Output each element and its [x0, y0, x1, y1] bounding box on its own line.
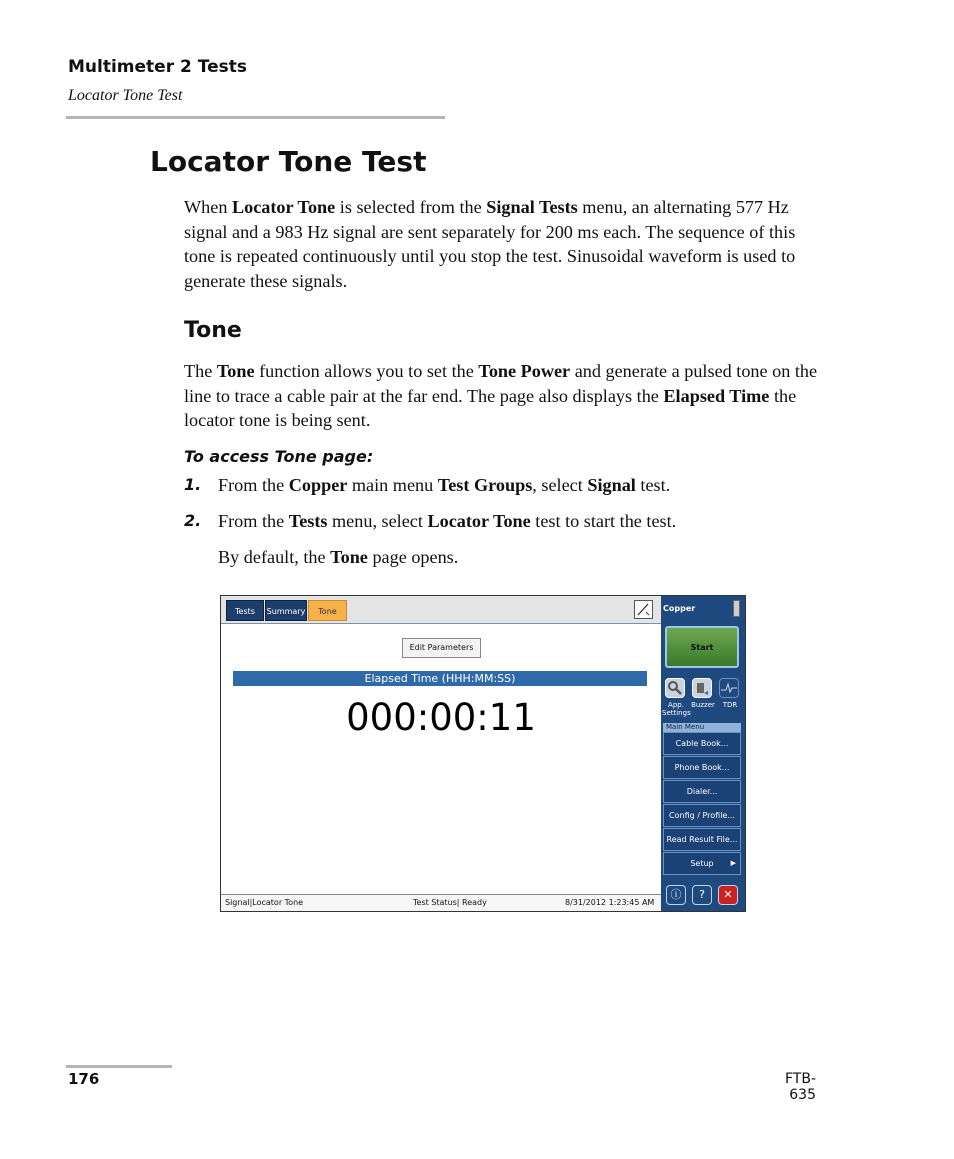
waveform-icon [720, 679, 738, 697]
step-number: 2. [184, 511, 202, 530]
side-panel-title: Copper [663, 604, 696, 613]
tab-bar [221, 596, 661, 624]
running-header-section: Locator Tone Test [68, 87, 183, 104]
procedure-title: To access Tone page: [184, 447, 374, 466]
pen-icon [635, 601, 652, 618]
running-header-chapter: Multimeter 2 Tests [68, 57, 247, 77]
tdr-label: TDR [722, 701, 738, 709]
menu-item-read-result-file[interactable]: Read Result File... [663, 828, 741, 851]
pen-tool-button[interactable] [634, 600, 653, 619]
info-icon[interactable]: ⓘ [666, 885, 686, 905]
step-note: By default, the Tone page opens. [218, 547, 459, 567]
menu-item-config-profile[interactable]: Config / Profile... [663, 804, 741, 827]
menu-item-setup[interactable] [663, 852, 741, 875]
elapsed-time-value: 000:00:11 [346, 696, 536, 739]
status-datetime: 8/31/2012 1:23:45 AM [565, 898, 655, 907]
app-settings-button[interactable] [665, 678, 685, 698]
tdr-button[interactable] [719, 678, 739, 698]
product-name: FTB-635 [784, 1071, 816, 1103]
speaker-icon [693, 679, 711, 697]
step-2 [184, 511, 201, 531]
header-rule [66, 116, 445, 119]
page-number: 176 [68, 1070, 100, 1088]
main-menu-header: Main Menu [663, 723, 741, 732]
page-title: Locator Tone Test [150, 145, 427, 178]
app-settings-label: App. Settings [662, 701, 691, 717]
status-test-name: Signal|Locator Tone [225, 898, 304, 907]
edit-parameters-button[interactable]: Edit Parameters [402, 638, 481, 658]
status-bar [221, 894, 661, 912]
battery-icon [733, 600, 740, 617]
menu-item-setup-label: Setup [690, 859, 714, 868]
chevron-right-icon: ▶ [730, 859, 736, 867]
tab-summary[interactable]: Summary [265, 600, 307, 621]
step-1-text: From the Copper main menu Test Groups, select Signal test. [218, 475, 671, 495]
intro-paragraph: When Locator Tone is selected from the Signal Tests menu, an alternating 577 Hz signal and a 983 Hz signal are sent separately for 200 ms each. The sequence of this tone is repeated continuously until you stop the test. Sinusoidal waveform is used to generate these signals. [184, 197, 796, 291]
elapsed-time-label: Elapsed Time (HHH:MM:SS) [233, 671, 647, 686]
tab-tests[interactable]: Tests [226, 600, 264, 621]
footer-rule [66, 1065, 172, 1068]
section-heading-tone: Tone [184, 318, 242, 343]
tone-paragraph: The Tone function allows you to set the Tone Power and generate a pulsed tone on the line to trace a cable pair at the far end. The page also displays the Elapsed Time the locator tone is being sent. [184, 361, 818, 431]
side-panel [661, 596, 745, 911]
menu-item-cable-book[interactable]: Cable Book... [663, 732, 741, 755]
wrench-icon [666, 679, 684, 697]
step-2-text: From the Tests menu, select Locator Tone test to start the test. [218, 511, 677, 531]
buzzer-label: Buzzer [691, 701, 715, 709]
buzzer-button[interactable] [692, 678, 712, 698]
start-button[interactable]: Start [665, 626, 739, 668]
step-number: 1. [184, 475, 202, 494]
menu-item-phone-book[interactable]: Phone Book... [663, 756, 741, 779]
status-test-state: Test Status| Ready [413, 898, 487, 907]
tone-page-screenshot [220, 595, 746, 912]
help-icon[interactable]: ? [692, 885, 712, 905]
close-icon[interactable]: ✕ [718, 885, 738, 905]
tab-tone[interactable]: Tone [308, 600, 347, 621]
menu-item-dialer[interactable]: Dialer... [663, 780, 741, 803]
step-1 [184, 475, 201, 495]
